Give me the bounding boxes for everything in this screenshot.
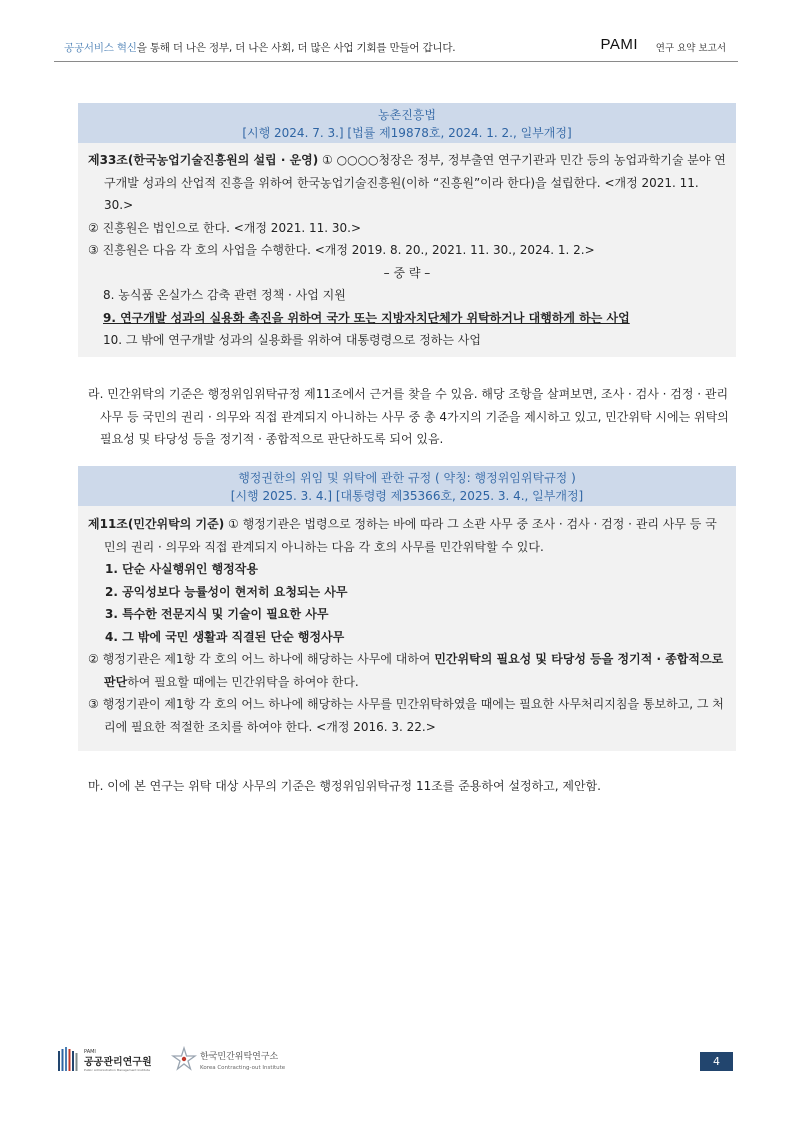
criterion-3: 3. 특수한 전문지식 및 기술이 필요한 사무 <box>105 607 329 621</box>
article-33-item-2: ② 진흥원은 법인으로 한다. <개정 2021. 11. 30.> <box>88 220 362 235</box>
page-number: 4 <box>700 1052 733 1071</box>
article-33-heading: 제33조(한국농업기술진흥원의 설립 · 운영) <box>88 153 319 167</box>
contracting-institute-logo-icon <box>173 1048 195 1069</box>
article-33-item-3: ③ 진흥원은 다음 각 호의 사업을 수행한다. <개정 2019. 8. 20., 2021. 11. 30., 2024. 1. 2.> <box>88 243 595 257</box>
criterion-4: 4. 그 밖에 국민 생활과 직결된 단순 행정사무 <box>105 629 345 644</box>
footer-org1-en: Public Administration Management Institute <box>84 1068 150 1072</box>
tagline-highlight: 공공서비스 혁신 <box>64 42 137 54</box>
footer-org2: 한국민간위탁연구소 <box>200 1052 279 1062</box>
article-33-text: ① ○○○○청장은 정부, 정부출연 연구기관과 민간 등의 농업과학기술 분야 연구개발 성과의 산업적 진흥을 위하여 한국농업기술진흥원(이하 “진흥원”이라 한다)을 설립한다. <개정 2021. 11. 30.> <box>104 153 726 212</box>
regulation-box-body <box>78 506 736 738</box>
article-33 <box>78 149 736 217</box>
brand-name: PAMI <box>600 36 638 53</box>
page-header <box>54 34 738 62</box>
article-11-item-3: ③ 행정기관이 제1항 각 호의 어느 하나에 해당하는 사무를 민간위탁하였을 때에는 필요한 사무처리지침을 통보하고, 그 처리에 필요한 적절한 조치를 하여야 한다. <개정 2016. 3. 22.> <box>88 697 724 734</box>
footer-pami-small: PAMI <box>84 1049 96 1055</box>
criterion-1: 1. 단순 사실행위인 행정작용 <box>105 562 258 576</box>
sub-item-8: 8. 농식품 온실가스 감축 관련 정책 · 사업 지원 <box>103 288 346 302</box>
paragraph-la: 라. 민간위탁의 기준은 행정위임위탁규정 제11조에서 근거를 찾을 수 있음. 해당 조항을 살펴보면, 조사 · 검사 · 검정 · 관리 사무 등 국민의 권리 · 의무와 직접 관계되지 아니하는 사무 중 총 4가지의 기준을 제시하고 있고, 민간위탁 시에는 위탁의 필요성 및 타당성 등을 정기적 · 종합적으로 판단하도록 되어 있음. <box>88 387 729 446</box>
law-box-body <box>78 143 736 352</box>
regulation-box-header <box>78 466 736 506</box>
sub-item-10: 10. 그 밖에 연구개발 성과의 실용화를 위하여 대통령령으로 정하는 사업 <box>103 333 481 347</box>
article-11 <box>78 513 736 558</box>
regulation-title: 행정권한의 위임 및 위탁에 관한 규정 ( 약칭: 행정위임위탁규정 ) <box>238 471 576 485</box>
regulation-subtitle: [시행 2025. 3. 4.] [대통령령 제35366호, 2025. 3. 4., 일부개정] <box>230 489 584 503</box>
footer-logos <box>58 1045 298 1073</box>
item-2-post: 하여 필요할 때에는 민간위탁을 하여야 한다. <box>127 674 359 689</box>
item-2-pre: ② 행정기관은 제1항 각 호의 어느 하나에 해당하는 사무에 대하여 <box>88 652 435 666</box>
law-box-header <box>78 103 736 143</box>
footer-org1: 공공관리연구원 <box>84 1057 152 1068</box>
omission-mark: – 중 략 – <box>383 265 431 280</box>
article-11-item-2 <box>78 648 736 693</box>
tagline-rest: 을 통해 더 나은 정부, 더 나은 사회, 더 많은 사업 기회를 만들어 갑니다. <box>136 42 456 54</box>
article-11-text: ① 행정기관은 법령으로 정하는 바에 따라 그 소관 사무 중 조사 · 검사 · 검정 · 관리 사무 등 국민의 권리 · 의무와 직접 관계되지 아니하는 다음 각 호의 사무를 민간위탁할 수 있다. <box>104 517 717 554</box>
law-subtitle: [시행 2024. 7. 3.] [법률 제19878호, 2024. 1. 2., 일부개정] <box>242 126 572 140</box>
institute-logo-icon <box>58 1045 298 1073</box>
law-title: 농촌진흥법 <box>378 108 436 122</box>
article-11-heading: 제11조(민간위탁의 기준) <box>88 517 225 531</box>
law-box-rural-development <box>78 103 736 357</box>
header-tagline <box>64 40 455 55</box>
sub-item-9: 9. 연구개발 성과의 실용화 촉진을 위하여 국가 또는 지방자치단체가 위탁하거나 대행하게 하는 사업 <box>103 310 630 325</box>
item-2-bold: 민간위탁의 필요성 및 타당성 등을 정기적 · 종합적으로 판단 <box>104 652 724 689</box>
footer-org2-en: Korea Contracting-out Institute <box>200 1065 286 1071</box>
report-label: 연구 요약 보고서 <box>655 43 726 54</box>
law-box-delegation-regulation <box>78 466 736 751</box>
paragraph-ma: 마. 이에 본 연구는 위탁 대상 사무의 기준은 행정위임위탁규정 11조를 준용하여 설정하고, 제안함. <box>88 779 601 793</box>
criterion-2: 2. 공익성보다 능률성이 현저히 요청되는 사무 <box>105 584 348 599</box>
